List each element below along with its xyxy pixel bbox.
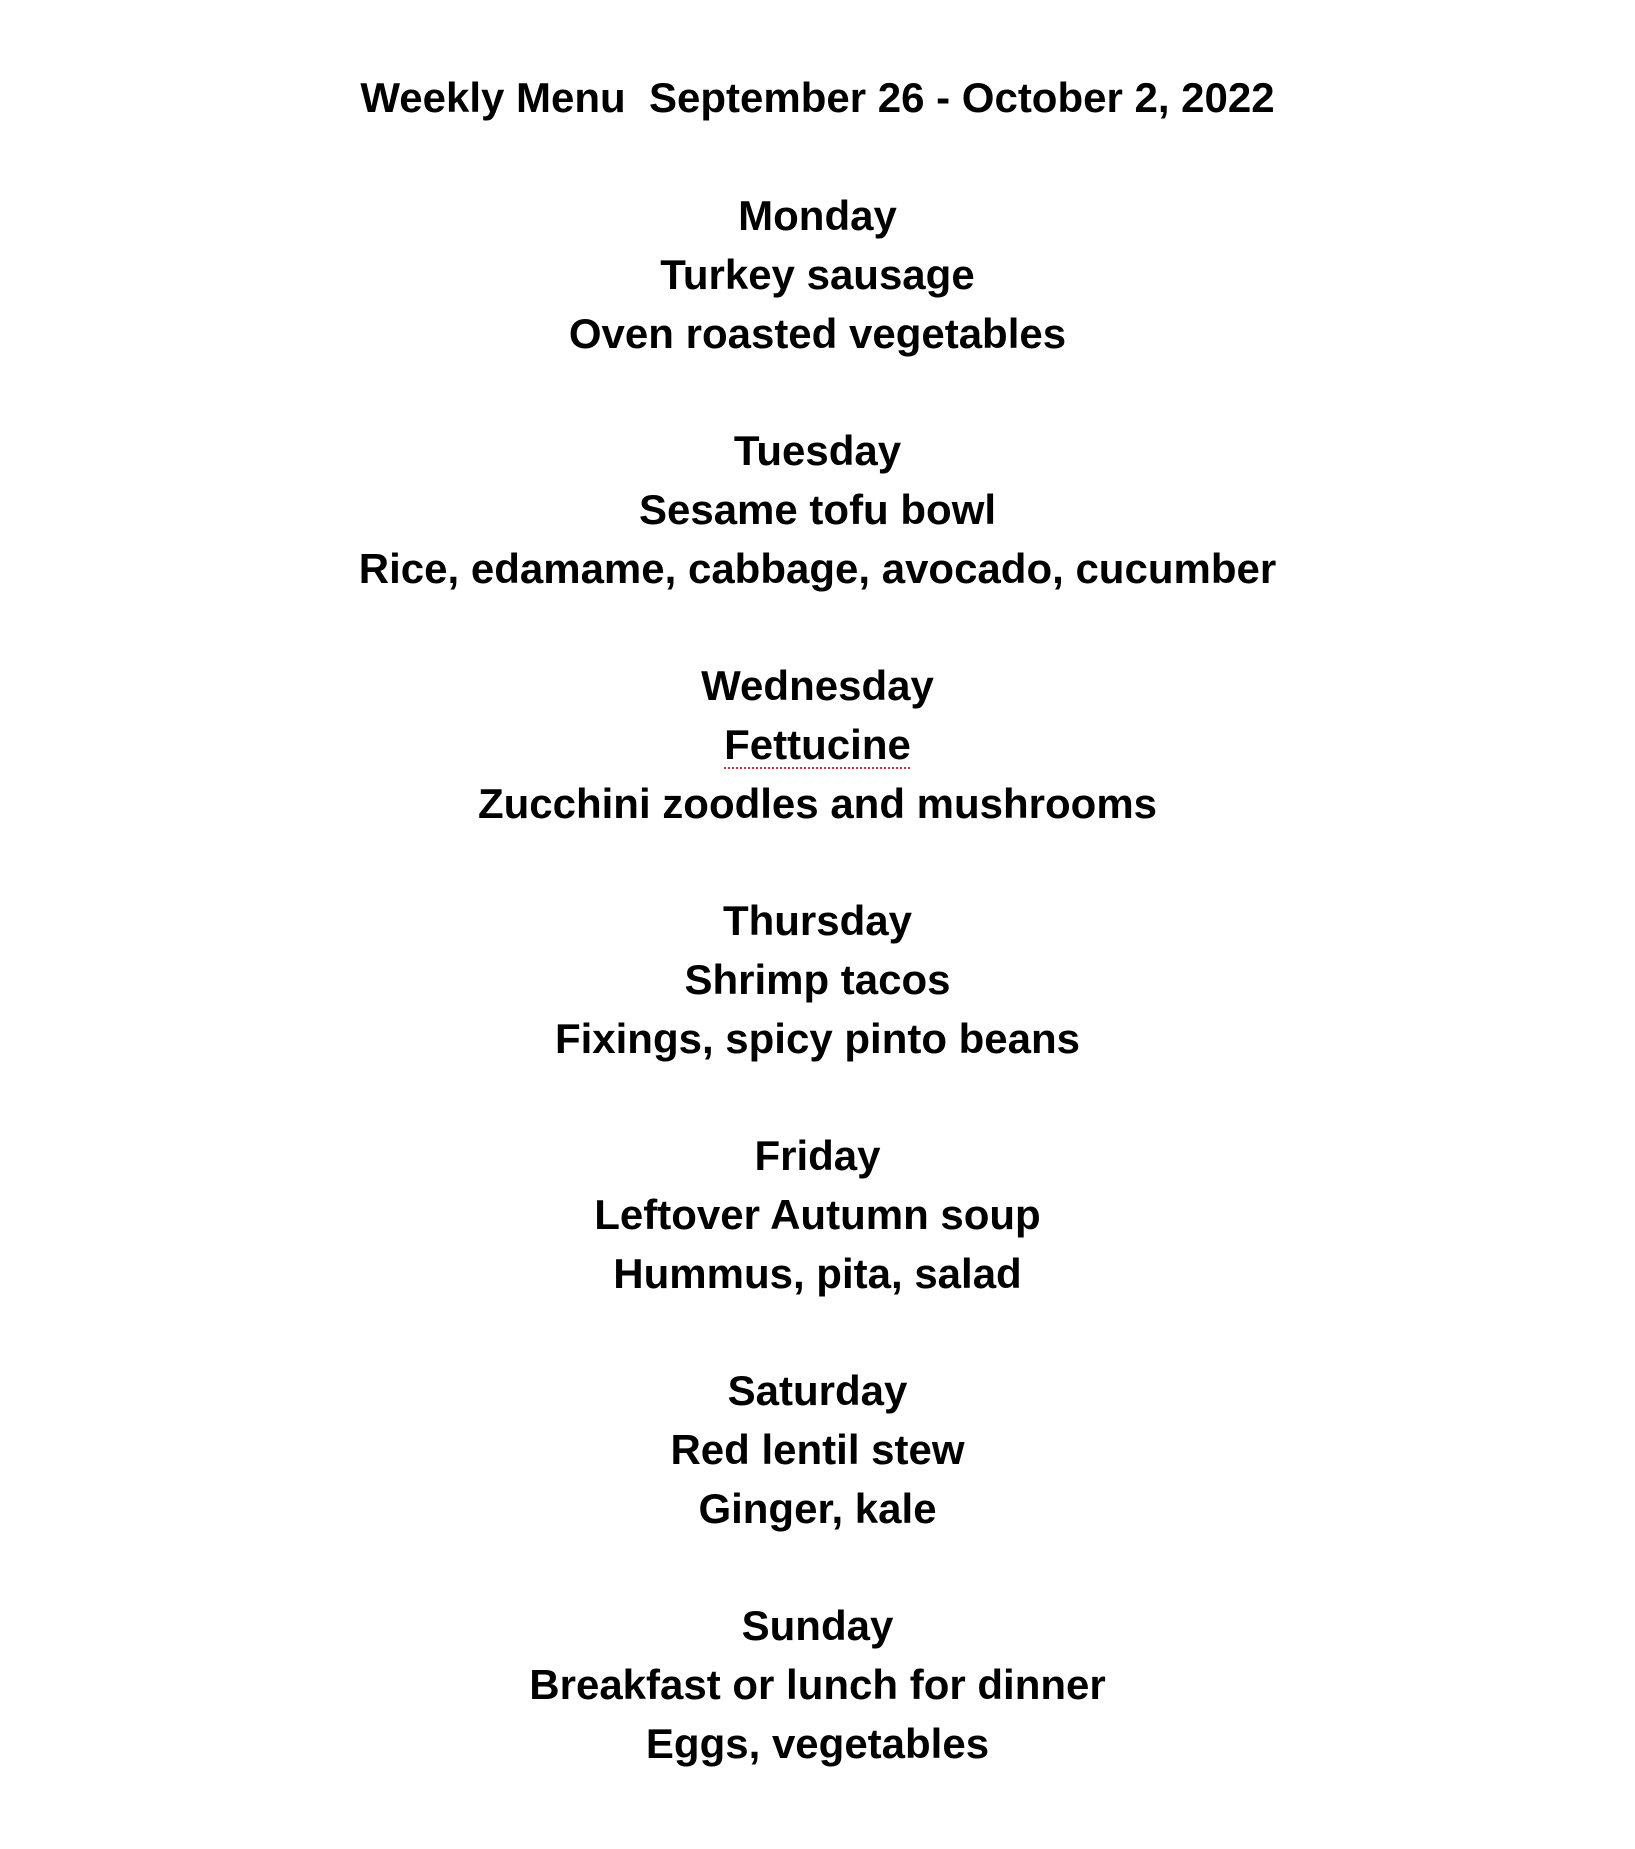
day-saturday bbox=[0, 1361, 1635, 1596]
weekly-menu bbox=[0, 186, 1635, 1831]
side-dishes: Eggs, vegetables bbox=[645, 1720, 990, 1767]
main-dish: Red lentil stew bbox=[670, 1426, 965, 1473]
day-sunday bbox=[0, 1596, 1635, 1831]
day-name: Monday bbox=[738, 192, 897, 239]
side-dishes: Zucchini zoodles and mushrooms bbox=[477, 780, 1158, 827]
main-dish-line bbox=[0, 715, 1635, 774]
day-name: Thursday bbox=[722, 897, 913, 944]
day-name: Saturday bbox=[727, 1367, 908, 1414]
day-wednesday bbox=[0, 656, 1635, 891]
day-monday bbox=[0, 186, 1635, 421]
main-dish: Shrimp tacos bbox=[684, 956, 951, 1003]
side-dishes: Rice, edamame, cabbage, avocado, cucumber bbox=[358, 545, 1277, 592]
document-title: Weekly Menu September 26 - October 2, 2022 bbox=[360, 74, 1275, 121]
day-thursday bbox=[0, 891, 1635, 1126]
main-dish: Leftover Autumn soup bbox=[594, 1191, 1041, 1238]
day-friday bbox=[0, 1126, 1635, 1361]
main-dish: Fettucine bbox=[724, 721, 911, 768]
side-dishes: Oven roasted vegetables bbox=[568, 310, 1067, 357]
day-name: Friday bbox=[754, 1132, 881, 1179]
main-dish: Sesame tofu bowl bbox=[638, 486, 997, 533]
day-name: Tuesday bbox=[733, 427, 902, 474]
side-dishes: Ginger, kale bbox=[698, 1485, 937, 1532]
day-name: Sunday bbox=[741, 1602, 894, 1649]
side-dishes: Hummus, pita, salad bbox=[613, 1250, 1022, 1297]
main-dish: Turkey sausage bbox=[660, 251, 975, 298]
day-name: Wednesday bbox=[701, 662, 934, 709]
day-tuesday bbox=[0, 421, 1635, 656]
side-dishes: Fixings, spicy pinto beans bbox=[554, 1015, 1081, 1062]
main-dish: Breakfast or lunch for dinner bbox=[529, 1661, 1106, 1708]
